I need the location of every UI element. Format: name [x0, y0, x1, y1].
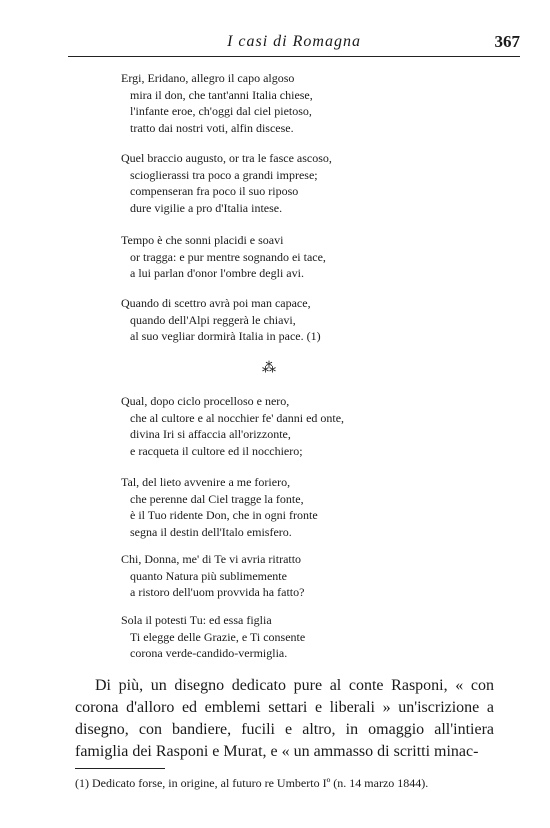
paragraph-text: Di più, un disegno dedicato pure al conte Rasponi, « con corona d'alloro ed emblemi settari e liberali » un'iscrizione a disegno, con bandiere, fucili e altro, in omaggio all'intiera famiglia dei Rasponi e Murat, e « un ammasso di scritti minac- — [75, 677, 494, 760]
sonnet-first-tercet-1 — [121, 232, 451, 282]
sonnet-first-quatrain-2 — [121, 150, 451, 216]
verse-line: or tragga: e pur mentre sognando ei tace, — [130, 249, 326, 264]
quatrain-2 — [121, 150, 451, 216]
quatrain-2 — [121, 474, 451, 540]
quatrain-1 — [121, 70, 451, 136]
verse-line: divina Iri si affaccia all'orizzonte, — [130, 427, 291, 441]
quatrain-1 — [121, 393, 451, 459]
verse-line: tratto dai nostri voti, alfin discese. — [130, 120, 294, 135]
verse-line: Ti elegge delle Grazie, e Ti consente — [130, 629, 306, 644]
verse-line: dure vigilie a pro d'Italia intese. — [130, 200, 283, 215]
verse-line: quanto Natura più sublimemente — [130, 568, 287, 583]
verse-line: Ergi, Eridano, allegro il capo algoso — [121, 71, 295, 85]
verse-line: compenseran fra poco il suo riposo — [130, 184, 299, 198]
sonnet-second-quatrain-2 — [121, 474, 451, 540]
verse-line: Sola il potesti Tu: ed essa figlia — [121, 613, 272, 627]
verse-line: quando dell'Alpi reggerà le chiavi, — [130, 312, 296, 327]
sonnet-second-tercet-2 — [121, 612, 451, 662]
verse-line: segna il destin dell'Italo emisfero. — [130, 524, 292, 539]
sonnet-second-tercet-1 — [121, 551, 451, 601]
verse-line: al suo vegliar dormirà Italia in pace. (1) — [130, 329, 321, 343]
verse-line: corona verde-candido-vermiglia. — [130, 646, 288, 660]
tercet-1 — [121, 551, 451, 601]
tercet-2 — [121, 612, 451, 662]
running-title: I casi di Romagna — [227, 33, 361, 50]
verse-line: l'infante eroe, ch'oggi dal ciel pietoso, — [130, 104, 312, 118]
tercet-1 — [121, 232, 451, 282]
verse-line: a ristoro dell'uom provvida ha fatto? — [130, 585, 305, 599]
verse-line: che perenne dal Ciel tragge la fonte, — [130, 491, 304, 506]
verse-line: è il Tuo ridente Don, che in ogni fronte — [130, 508, 318, 522]
verse-line: Qual, dopo ciclo procelloso e nero, — [121, 394, 290, 408]
verse-line: Chi, Donna, me' di Te vi avria ritratto — [121, 552, 302, 566]
verse-line: Tal, del lieto avvenire a me foriero, — [121, 475, 291, 489]
verse-line: e racqueta il cultore ed il nocchiero; — [130, 443, 303, 458]
sonnet-first — [121, 70, 451, 136]
page-header — [68, 30, 520, 57]
tercet-2 — [121, 295, 451, 345]
verse-line: a lui parlan d'onor l'ombre degli avi. — [130, 266, 304, 280]
sonnet-first-tercet-2 — [121, 295, 451, 345]
page-number: 367 — [494, 32, 520, 51]
verse-line: mira il don, che tant'anni Italia chiese, — [130, 87, 313, 102]
verse-line: che al cultore e al nocchier fe' danni ed onte, — [130, 410, 345, 425]
verse-line: Quando di scettro avrà poi man capace, — [121, 296, 311, 310]
footnote: (1) Dedicato forse, in origine, al futuro re Umberto Iº (n. 14 marzo 1844). — [75, 776, 429, 790]
verse-line: scioglierassi tra poco a grandi imprese; — [130, 167, 318, 182]
sonnet-second-quatrain-1 — [121, 393, 451, 459]
body-paragraph — [75, 675, 494, 763]
verse-line: Quel braccio augusto, or tra le fasce ascoso, — [121, 151, 332, 165]
section-separator: ⁂ — [262, 360, 276, 376]
verse-line: Tempo è che sonni placidi e soavi — [121, 233, 284, 247]
footnote-divider — [75, 768, 165, 769]
